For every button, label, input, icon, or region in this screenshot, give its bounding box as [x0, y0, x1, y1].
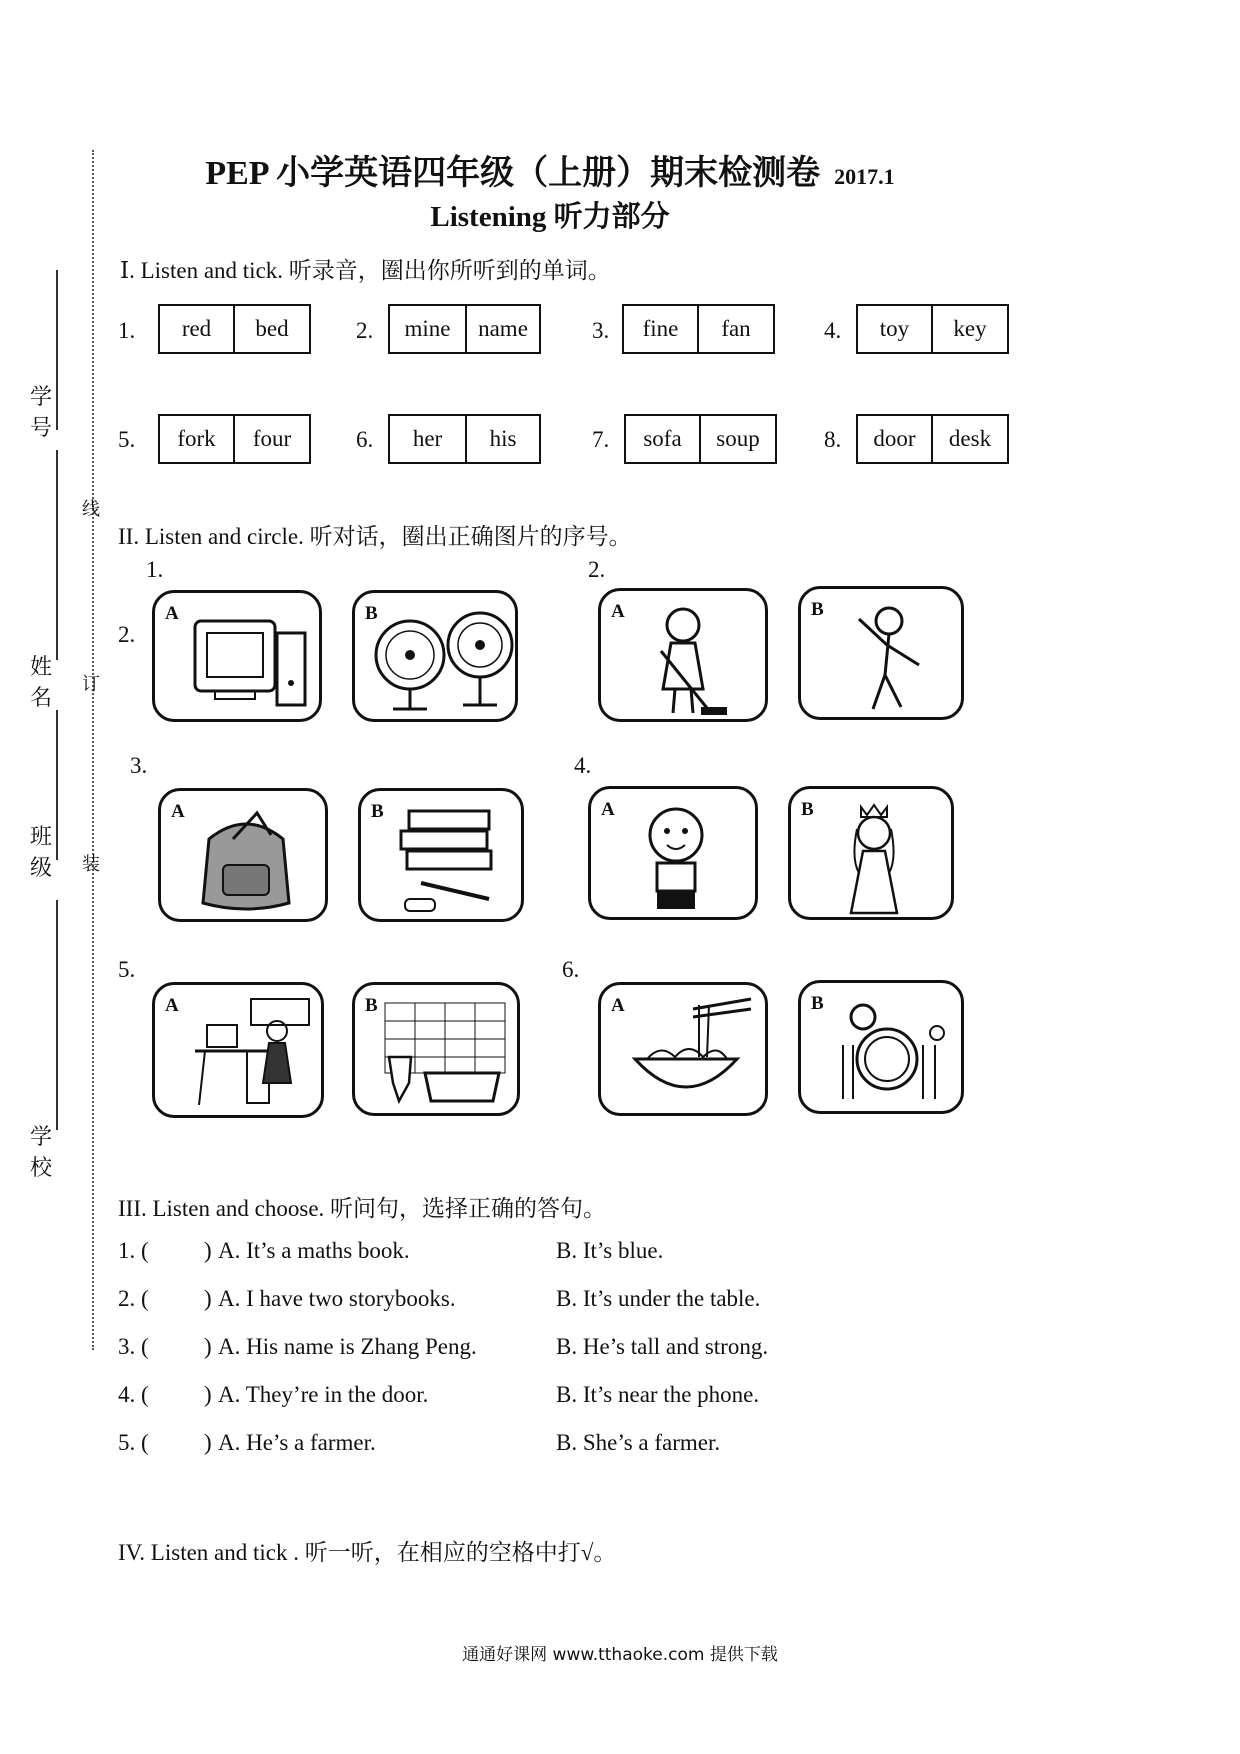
s1-item2-a[interactable]: mine [404, 316, 451, 341]
section4-title: IV. Listen and tick . 听一听，在相应的空格中打√。 [118, 1540, 617, 1565]
s2-num-3: 3. [130, 753, 148, 778]
margin-label-school: 学校 [30, 1125, 53, 1181]
s1-item1-b[interactable]: bed [233, 306, 309, 352]
s1-item4-a[interactable]: toy [879, 316, 910, 341]
class-underline [56, 710, 58, 860]
s2-num-2: 2. [588, 557, 606, 582]
picture-label-b: B [365, 995, 378, 1016]
exam-year: 2017.1 [834, 164, 895, 189]
s1-item1-box[interactable] [158, 304, 311, 354]
s1-item1-num: 1. [118, 318, 136, 343]
s3-item5-blank[interactable] [158, 1430, 202, 1458]
id-underline [56, 270, 58, 430]
name-underline [56, 450, 58, 660]
bathroom-icon [355, 985, 523, 1119]
dancing-boy-icon [801, 589, 967, 723]
s3-item2-b: B. It’s under the table. [556, 1286, 761, 1311]
picture-label-a: A [171, 801, 185, 822]
s2-num-5: 5. [118, 957, 136, 982]
s3-item3-blank[interactable] [158, 1334, 202, 1362]
picture-label-a: A [601, 799, 615, 820]
s2-num-1: 1. [146, 557, 164, 582]
s1-item2-num: 2. [356, 318, 374, 343]
s2-num-6: 6. [562, 957, 580, 982]
s1-item3-box[interactable] [622, 304, 775, 354]
s1-item6-box[interactable] [388, 414, 541, 464]
s3-item3-close: ) [204, 1334, 212, 1359]
binding-dotted-line [92, 150, 94, 1350]
school-underline [56, 900, 58, 1130]
s3-item4-b: B. It’s near the phone. [556, 1382, 760, 1407]
margin-label-class: 班级 [30, 825, 53, 881]
picture-label-b: B [801, 799, 814, 820]
s1-item3-b[interactable]: fan [697, 306, 773, 352]
sweeping-girl-icon [601, 591, 771, 725]
s1-item4-b[interactable]: key [931, 306, 1007, 352]
computer-icon [155, 593, 325, 725]
s1-item4-num: 4. [824, 318, 842, 343]
picture-label-b: B [811, 599, 824, 620]
s3-item4-num: 4. ( [118, 1382, 149, 1407]
s2-num-4: 4. [574, 753, 592, 778]
fans-icon [355, 593, 521, 725]
s1-item5-num: 5. [118, 427, 136, 452]
s3-item5-num: 5. ( [118, 1430, 149, 1455]
s1-item8-box[interactable] [856, 414, 1009, 464]
s1-item5-a[interactable]: fork [177, 426, 216, 451]
s1-item2-box[interactable] [388, 304, 541, 354]
binding-mark-staple: 订 [82, 674, 100, 695]
s3-item5-close: ) [204, 1430, 212, 1455]
study-room-icon [155, 985, 327, 1121]
s3-item2-a: A. I have two storybooks. [218, 1286, 456, 1311]
s3-item5-a: A. He’s a farmer. [218, 1430, 376, 1455]
s1-item3-a[interactable]: fine [642, 316, 679, 341]
q3-picture-b[interactable] [358, 788, 524, 922]
s3-item1-a: A. It’s a maths book. [218, 1238, 410, 1263]
q3-picture-a[interactable] [158, 788, 328, 922]
s1-item7-num: 7. [592, 427, 610, 452]
page-subtitle: Listening 听力部分 [430, 201, 670, 233]
boy-face-icon [591, 789, 761, 923]
picture-label-a: A [165, 603, 179, 624]
s3-item1-num: 1. ( [118, 1238, 149, 1263]
s1-item5-b[interactable]: four [233, 416, 309, 462]
q1-picture-b[interactable] [352, 590, 518, 722]
s3-item2-close: ) [204, 1286, 212, 1311]
binding-mark-line: 线 [82, 499, 100, 520]
s1-item6-num: 6. [356, 427, 374, 452]
picture-label-b: B [365, 603, 378, 624]
s3-item1-b: B. It’s blue. [556, 1238, 664, 1263]
margin-label-id: 学号 [30, 385, 53, 441]
s3-item2-num: 2. ( [118, 1286, 149, 1311]
tableware-icon [801, 983, 967, 1117]
s3-item3-b: B. He’s tall and strong. [556, 1334, 769, 1359]
s3-item4-a: A. They’re in the door. [218, 1382, 429, 1407]
s3-item4-blank[interactable] [158, 1382, 202, 1410]
s3-item5-b: B. She’s a farmer. [556, 1430, 721, 1455]
books-icon [361, 791, 527, 925]
s1-item8-num: 8. [824, 427, 842, 452]
s1-item7-box[interactable] [624, 414, 777, 464]
s1-item1-a[interactable]: red [181, 316, 212, 341]
s1-item3-num: 3. [592, 318, 610, 343]
s1-item2-b[interactable]: name [465, 306, 539, 352]
margin-label-name: 姓名 [30, 655, 53, 711]
q1-picture-a[interactable] [152, 590, 322, 722]
picture-label-b: B [811, 993, 824, 1014]
s1-item6-b[interactable]: his [465, 416, 539, 462]
q2-picture-b[interactable] [798, 586, 964, 720]
q2-picture-a[interactable] [598, 588, 768, 722]
s3-item1-close: ) [204, 1238, 212, 1263]
picture-label-a: A [611, 601, 625, 622]
page-footer: 通通好课网 www.tthaoke.com 提供下载 [462, 1645, 778, 1665]
schoolbag-icon [161, 791, 331, 925]
section3-title: III. Listen and choose. 听问句，选择正确的答句。 [118, 1196, 607, 1221]
s3-item3-num: 3. ( [118, 1334, 149, 1359]
s1-item7-a[interactable]: sofa [643, 426, 682, 451]
picture-label-b: B [371, 801, 384, 822]
section2-title: II. Listen and circle. 听对话，圈出正确图片的序号。 [118, 524, 632, 549]
s3-item3-a: A. His name is Zhang Peng. [218, 1334, 477, 1359]
s3-item1-blank[interactable] [158, 1238, 202, 1266]
q4-picture-b[interactable] [788, 786, 954, 920]
princess-icon [791, 789, 957, 923]
noodles-icon [601, 985, 771, 1119]
s1-item7-b[interactable]: soup [699, 416, 775, 462]
s2-num-2-alt: 2. [118, 622, 136, 647]
section1-title: Ⅰ. Listen and tick. 听录音，圈出你所听到的单词。 [120, 258, 611, 283]
binding-mark-bind: 装 [82, 854, 100, 875]
s3-item2-blank[interactable] [158, 1286, 202, 1314]
q4-picture-a[interactable] [588, 786, 758, 920]
page-title: PEP 小学英语四年级（上册）期末检测卷 2017.1 [205, 155, 895, 192]
q6-picture-a[interactable] [598, 982, 768, 1116]
s1-item5-box[interactable] [158, 414, 311, 464]
q6-picture-b[interactable] [798, 980, 964, 1114]
picture-label-a: A [165, 995, 179, 1016]
s1-item8-a[interactable]: door [873, 426, 916, 451]
s3-item4-close: ) [204, 1382, 212, 1407]
s1-item4-box[interactable] [856, 304, 1009, 354]
s1-item8-b[interactable]: desk [931, 416, 1007, 462]
q5-picture-b[interactable] [352, 982, 520, 1116]
picture-label-a: A [611, 995, 625, 1016]
s1-item6-a[interactable]: her [412, 426, 443, 451]
q5-picture-a[interactable] [152, 982, 324, 1118]
